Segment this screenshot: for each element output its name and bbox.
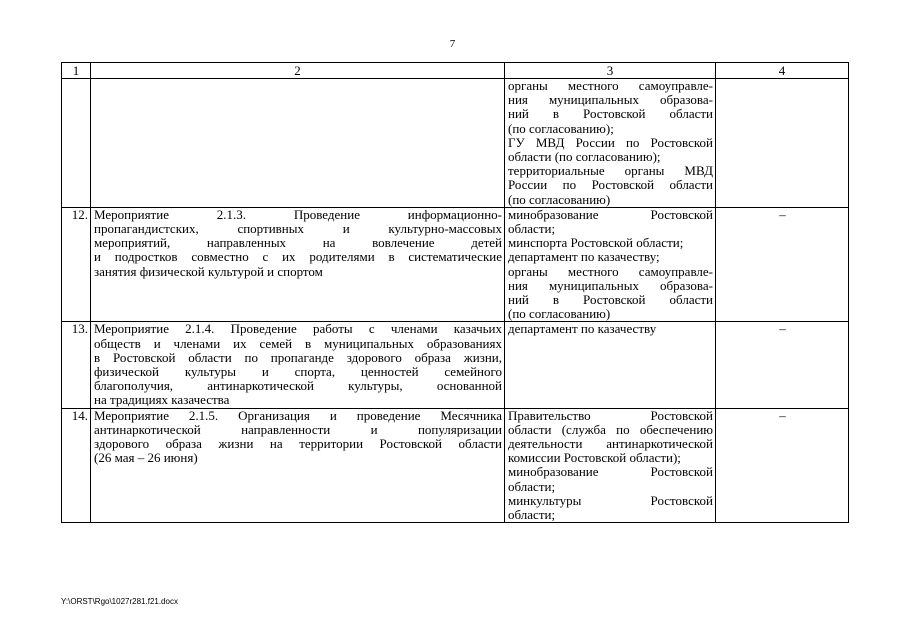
executor-line: области; (508, 221, 556, 237)
file-path-footer: Y:\ORST\Rgo\1027r281.f21.docx (61, 597, 178, 606)
event-line: на традициях казачества (94, 392, 230, 408)
executor-line: области (по согласованию); (508, 149, 661, 165)
event-line: Мероприятие 2.1.3. Проведение информационно- (94, 206, 502, 222)
event-line: Мероприятие 2.1.4. Проведение работы с членами казачьих (94, 321, 502, 337)
event-line: благополучия, антинаркотической культуры, основанной (94, 378, 502, 394)
event-line: мероприятий, направленных на вовлечение детей (94, 235, 502, 251)
executors-cell (505, 207, 716, 322)
table-header-row (62, 63, 849, 79)
executor-line: минспорта Ростовской области; (508, 235, 684, 251)
event-description (91, 322, 505, 408)
executor-line: (по согласованию) (508, 191, 611, 207)
header-cell-4: 4 (716, 63, 849, 79)
header-cell-2: 2 (91, 63, 505, 79)
executor-line: (по согласованию); (508, 120, 614, 136)
table-row (62, 79, 849, 208)
executor-line: минкультуры Ростовской (508, 492, 713, 508)
executor-line: департамент по казачеству; (508, 249, 660, 265)
executors-cell (505, 79, 716, 208)
executor-line: минобразование Ростовской (508, 206, 713, 222)
measures-table (61, 62, 849, 523)
row-number: 13. (62, 322, 91, 408)
executor-line: ний в Ростовской области (508, 292, 713, 308)
row-number (62, 79, 91, 208)
column-4-value: – (716, 322, 849, 408)
executor-line: ний в Ростовской области (508, 106, 713, 122)
executor-line: ния муниципальных образова- (508, 277, 713, 293)
table-row (62, 322, 849, 408)
event-line: Мероприятие 2.1.5. Организация и проведение Месячника (94, 407, 502, 423)
executor-line: территориальные органы МВД (508, 163, 713, 179)
event-line: занятия физической культурой и спортом (94, 263, 323, 279)
executor-line: России по Ростовской области (508, 177, 713, 193)
event-line: (26 мая – 26 июня) (94, 450, 198, 466)
event-description (91, 408, 505, 523)
executor-line: области; (508, 507, 556, 523)
column-4-value: – (716, 408, 849, 523)
executor-line: (по согласованию) (508, 306, 611, 322)
event-line: в Ростовской области по пропаганде здорового образа жизни, (94, 349, 502, 365)
event-description (91, 207, 505, 322)
event-line: пропагандистских, спортивных и культурно-массовых (94, 221, 502, 237)
executor-line: области (служба по обеспечению (508, 421, 713, 437)
row-number: 14. (62, 408, 91, 523)
executor-line: департамент по казачеству (508, 321, 657, 337)
table-row (62, 408, 849, 523)
executor-line: деятельности антинаркотической (508, 436, 713, 452)
event-line: антинаркотической направленности и популяризации (94, 421, 502, 437)
column-4-value: – (716, 207, 849, 322)
page-number: 7 (449, 38, 456, 50)
header-cell-1: 1 (62, 63, 91, 79)
executors-cell (505, 322, 716, 408)
executor-line: ГУ МВД России по Ростовской (508, 134, 713, 150)
row-number: 12. (62, 207, 91, 322)
executor-line: области; (508, 478, 556, 494)
executor-line: органы местного самоуправле- (508, 263, 713, 279)
executor-line: органы местного самоуправле- (508, 78, 713, 93)
executor-line: ния муниципальных образова- (508, 92, 713, 108)
table-row (62, 207, 849, 322)
executor-line: минобразование Ростовской (508, 464, 713, 480)
executor-line: Правительство Ростовской (508, 407, 713, 423)
executor-line: комиссии Ростовской области); (508, 450, 681, 466)
event-line: и подростков совместно с их родителями в систематические (94, 249, 502, 265)
column-4-value (716, 79, 849, 208)
executors-cell (505, 408, 716, 523)
event-line: обществ и членами их семей в муниципальных образованиях (94, 335, 502, 351)
header-cell-3: 3 (505, 63, 716, 79)
event-line: физической культуры и спорта, ценностей семейного (94, 364, 502, 380)
event-description (91, 79, 505, 208)
event-line: здорового образа жизни на территории Ростовской области (94, 436, 502, 452)
